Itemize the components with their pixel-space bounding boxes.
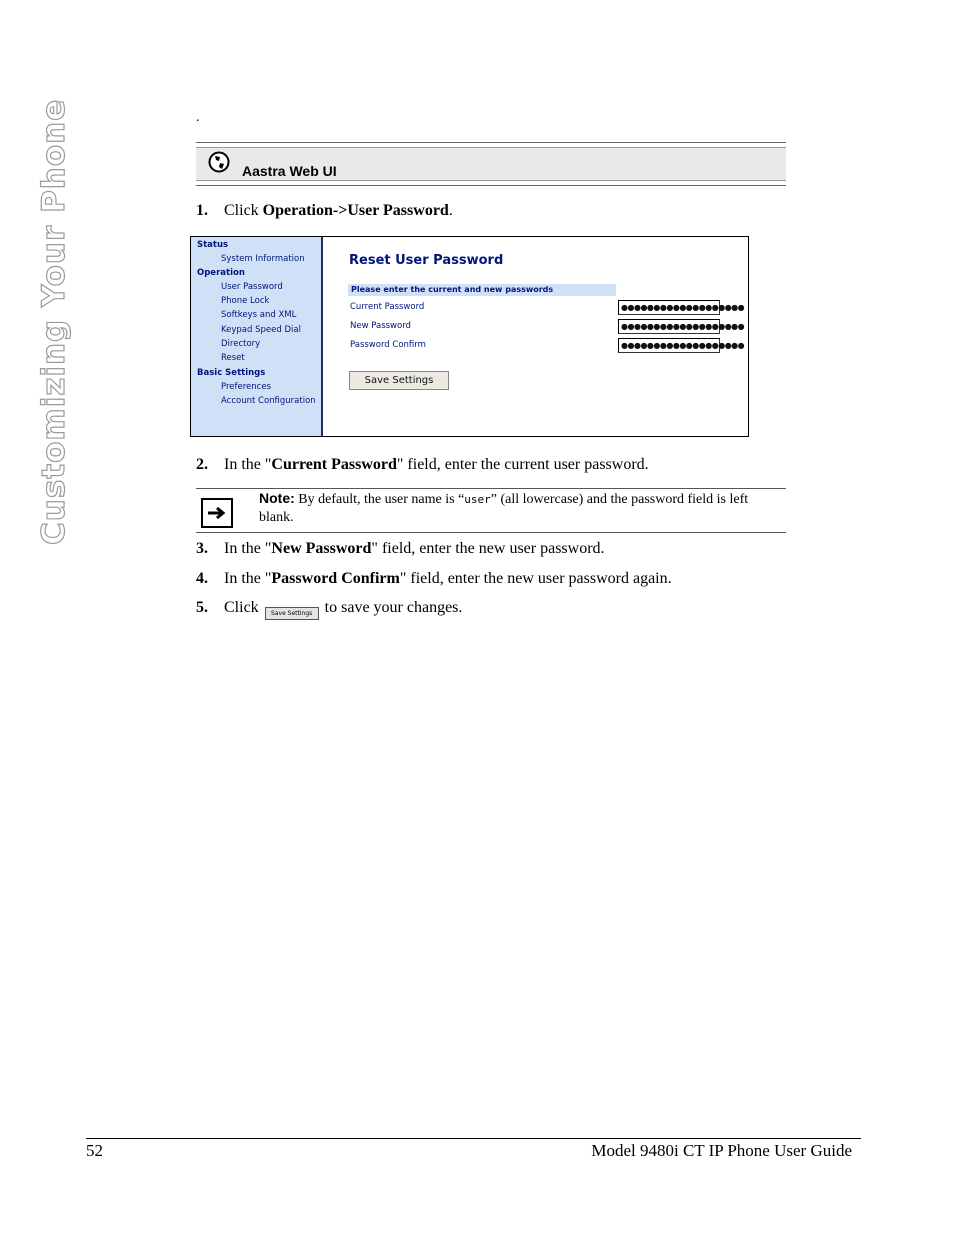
arrow-right-icon bbox=[201, 498, 233, 528]
note-text bbox=[259, 489, 784, 527]
panel-title: Reset User Password bbox=[349, 253, 504, 268]
nav-item-keypad-speed-dial[interactable]: Keypad Speed Dial bbox=[221, 325, 301, 335]
step-text-end: " field, enter the current user password. bbox=[396, 456, 649, 473]
page-number: 52 bbox=[86, 1141, 103, 1160]
step-2 bbox=[196, 456, 649, 474]
guide-title: Model 9480i CT IP Phone User Guide bbox=[591, 1141, 852, 1160]
note-username: user bbox=[464, 493, 491, 506]
step-emphasis: Current Password bbox=[271, 456, 397, 473]
step-1 bbox=[196, 202, 453, 220]
nav-section-basic-settings[interactable]: Basic Settings bbox=[197, 368, 266, 378]
step-text: In the " bbox=[224, 540, 272, 557]
note-text-part2: ” (all lowercase) and the password field is left blank. bbox=[259, 492, 749, 525]
step-number: 4. bbox=[196, 570, 208, 587]
nav-item-softkeys-xml[interactable]: Softkeys and XML bbox=[221, 310, 297, 320]
step-text: Click bbox=[224, 599, 263, 616]
side-chapter-title: Customizing Your Phone bbox=[36, 98, 72, 545]
step-number: 5. bbox=[196, 599, 208, 616]
inline-save-settings-button: Save Settings bbox=[265, 607, 319, 620]
step-number: 2. bbox=[196, 456, 208, 473]
nav-item-account-configuration[interactable]: Account Configuration bbox=[221, 396, 316, 406]
current-password-label: Current Password bbox=[350, 302, 425, 312]
nav-item-reset[interactable]: Reset bbox=[221, 353, 245, 363]
step-5 bbox=[196, 599, 462, 620]
step-number: 1. bbox=[196, 202, 208, 219]
step-emphasis: New Password bbox=[271, 540, 372, 557]
password-confirm-label: Password Confirm bbox=[350, 340, 426, 350]
nav-item-user-password[interactable]: User Password bbox=[221, 282, 283, 292]
footer-rule bbox=[86, 1138, 861, 1139]
step-text-end: to save your changes. bbox=[320, 599, 463, 616]
web-ui-sidebar bbox=[191, 237, 323, 436]
new-password-label: New Password bbox=[350, 321, 411, 331]
webui-banner bbox=[196, 142, 786, 186]
step-number: 3. bbox=[196, 540, 208, 557]
step-text: In the " bbox=[224, 570, 272, 587]
step-emphasis: Password Confirm bbox=[271, 570, 400, 587]
step-text: In the " bbox=[224, 456, 272, 473]
step-text-end: " field, enter the new user password. bbox=[371, 540, 605, 557]
step-4 bbox=[196, 570, 672, 588]
nav-item-system-information[interactable]: System Information bbox=[221, 254, 305, 264]
step-text: Click bbox=[224, 202, 263, 219]
web-ui-screenshot bbox=[190, 236, 749, 437]
note-box bbox=[196, 488, 786, 533]
nav-section-status[interactable]: Status bbox=[197, 240, 229, 250]
new-password-field[interactable]: ●●●●●●●●●●●●●●●●●●● bbox=[618, 319, 720, 334]
step-emphasis: Operation->User Password bbox=[262, 202, 449, 219]
note-label: Note: bbox=[259, 490, 295, 506]
globe-icon bbox=[208, 151, 230, 173]
current-password-field[interactable]: ●●●●●●●●●●●●●●●●●●● bbox=[618, 300, 720, 315]
nav-item-directory[interactable]: Directory bbox=[221, 339, 261, 349]
step-text-end: . bbox=[448, 202, 453, 219]
save-settings-button[interactable]: Save Settings bbox=[349, 371, 449, 390]
step-text-end: " field, enter the new user password again. bbox=[399, 570, 672, 587]
nav-section-operation[interactable]: Operation bbox=[197, 268, 245, 278]
note-text-part1: By default, the user name is “ bbox=[294, 492, 465, 507]
step-3 bbox=[196, 540, 605, 558]
top-mark: . bbox=[196, 110, 200, 125]
panel-hint: Please enter the current and new passwords bbox=[348, 284, 616, 296]
webui-label: Aastra Web UI bbox=[242, 163, 337, 179]
nav-item-phone-lock[interactable]: Phone Lock bbox=[221, 296, 270, 306]
password-confirm-field[interactable]: ●●●●●●●●●●●●●●●●●●● bbox=[618, 338, 720, 353]
nav-item-preferences[interactable]: Preferences bbox=[221, 382, 271, 392]
